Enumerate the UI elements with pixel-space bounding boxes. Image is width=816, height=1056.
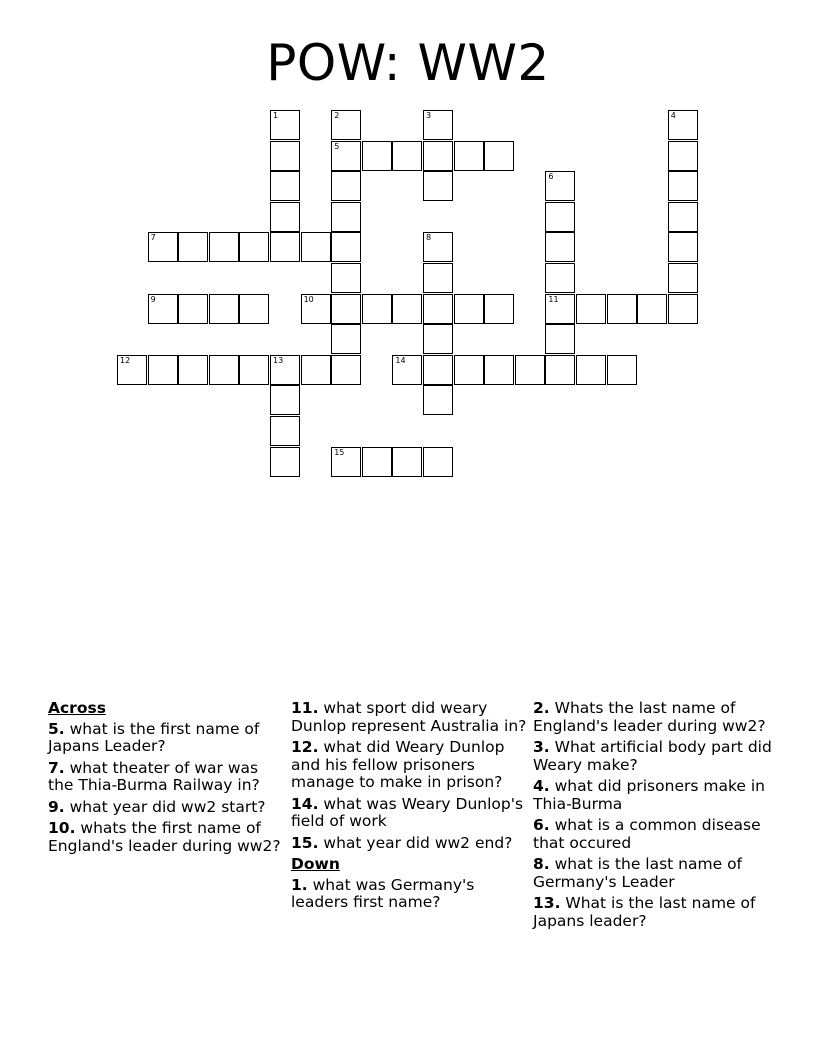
- cell-number: 4: [670, 111, 676, 120]
- grid-cell[interactable]: [423, 294, 453, 324]
- clue-down-1: 1. what was Germany's leaders first name?: [291, 875, 475, 911]
- grid-cell[interactable]: [270, 447, 300, 477]
- grid-cell[interactable]: [454, 294, 484, 324]
- grid-cell[interactable]: [148, 355, 178, 385]
- grid-cell[interactable]: [178, 294, 208, 324]
- grid-cell[interactable]: [209, 232, 239, 262]
- grid-cell[interactable]: [392, 294, 422, 324]
- grid-cell[interactable]: [515, 355, 545, 385]
- grid-cell[interactable]: [423, 385, 453, 415]
- cell-number: 14: [395, 355, 406, 365]
- grid-cell[interactable]: [423, 324, 453, 354]
- grid-cell[interactable]: [362, 141, 392, 171]
- clue-down-6: 6. what is a common disease that occured: [533, 816, 761, 852]
- grid-cell[interactable]: [545, 202, 575, 232]
- grid-cell[interactable]: [392, 141, 422, 171]
- grid-cell[interactable]: [668, 171, 698, 201]
- grid-cell[interactable]: [484, 141, 514, 171]
- cell-number: 1: [273, 111, 279, 120]
- grid-cell[interactable]: [331, 110, 361, 140]
- grid-cell[interactable]: [668, 232, 698, 262]
- grid-cell[interactable]: [576, 355, 606, 385]
- clue-down-3: 3. What artificial body part did Weary make?: [533, 738, 772, 774]
- grid-cell[interactable]: [362, 294, 392, 324]
- grid-cell[interactable]: [545, 294, 575, 324]
- grid-cell[interactable]: [545, 171, 575, 201]
- grid-cell[interactable]: [209, 355, 239, 385]
- grid-cell[interactable]: [362, 447, 392, 477]
- grid-cell[interactable]: [331, 294, 361, 324]
- grid-cell[interactable]: [423, 110, 453, 140]
- grid-cell[interactable]: [668, 141, 698, 171]
- grid-cell[interactable]: [637, 294, 667, 324]
- grid-cell[interactable]: [454, 355, 484, 385]
- clue-across-15: 15. what year did ww2 end?: [291, 833, 513, 852]
- grid-cell[interactable]: [392, 355, 422, 385]
- clue-across-14: 14. what was Weary Dunlop's field of work: [291, 794, 524, 830]
- grid-cell[interactable]: [148, 294, 178, 324]
- grid-cell[interactable]: [576, 294, 606, 324]
- grid-cell[interactable]: [301, 355, 331, 385]
- grid-cell[interactable]: [545, 232, 575, 262]
- grid-cell[interactable]: [607, 355, 637, 385]
- cell-number: 3: [426, 111, 432, 120]
- clue-across-11: 11. what sport did weary Dunlop represent Australia in?: [291, 699, 527, 735]
- grid-cell[interactable]: [331, 202, 361, 232]
- cell-number: 10: [303, 294, 314, 304]
- grid-cell[interactable]: [239, 355, 269, 385]
- grid-cell[interactable]: [331, 141, 361, 171]
- clue-column-2: [291, 700, 531, 916]
- grid-cell[interactable]: [668, 294, 698, 324]
- grid-cell[interactable]: [178, 232, 208, 262]
- grid-cell[interactable]: [668, 202, 698, 232]
- grid-cell[interactable]: [545, 263, 575, 293]
- down-header: Down: [291, 855, 340, 873]
- grid-cell[interactable]: [178, 355, 208, 385]
- cell-number: 9: [150, 294, 156, 304]
- grid-cell[interactable]: [301, 232, 331, 262]
- cell-number: 8: [426, 233, 432, 243]
- grid-cell[interactable]: [668, 263, 698, 293]
- clue-down-13: 13. What is the last name of Japans leader?: [533, 894, 756, 930]
- cell-number: 12: [120, 355, 131, 365]
- grid-cell[interactable]: [668, 110, 698, 140]
- grid-cell[interactable]: [454, 141, 484, 171]
- grid-cell[interactable]: [423, 355, 453, 385]
- clue-down-8: 8. what is the last name of Germany's Leader: [533, 855, 743, 891]
- grid-cell[interactable]: [545, 324, 575, 354]
- grid-cell[interactable]: [423, 447, 453, 477]
- grid-cell[interactable]: [270, 355, 300, 385]
- grid-cell[interactable]: [239, 232, 269, 262]
- grid-cell[interactable]: [270, 171, 300, 201]
- grid-cell[interactable]: [270, 416, 300, 446]
- grid-cell[interactable]: [392, 447, 422, 477]
- grid-cell[interactable]: [270, 232, 300, 262]
- grid-cell[interactable]: [270, 202, 300, 232]
- grid-cell[interactable]: [331, 447, 361, 477]
- grid-cell[interactable]: [270, 385, 300, 415]
- grid-cell[interactable]: [301, 294, 331, 324]
- cell-number: 7: [150, 233, 156, 243]
- clue-column-3: [533, 700, 773, 934]
- grid-cell[interactable]: [209, 294, 239, 324]
- grid-cell[interactable]: [607, 294, 637, 324]
- clue-across-12: 12. what did Weary Dunlop and his fellow prisoners manage to make in prison?: [291, 738, 505, 791]
- grid-cell[interactable]: [423, 232, 453, 262]
- clue-down-4: 4. what did prisoners make in Thia-Burma: [533, 777, 765, 813]
- cell-number: 2: [334, 111, 340, 120]
- grid-cell[interactable]: [270, 110, 300, 140]
- clue-across-9: 9. what year did ww2 start?: [48, 797, 266, 816]
- grid-cell[interactable]: [117, 355, 147, 385]
- grid-cell[interactable]: [331, 263, 361, 293]
- clue-across-5: 5. what is the first name of Japans Leader?: [48, 719, 260, 755]
- grid-cell[interactable]: [270, 141, 300, 171]
- grid-cell[interactable]: [331, 355, 361, 385]
- grid-cell[interactable]: [423, 141, 453, 171]
- cell-number: 15: [334, 447, 345, 457]
- clue-across-7: 7. what theater of war was the Thia-Burma Railway in?: [48, 758, 260, 794]
- grid-cell[interactable]: [484, 355, 514, 385]
- cell-number: 13: [273, 355, 284, 365]
- clue-down-2: 2. Whats the last name of England's leader during ww2?: [533, 699, 766, 735]
- grid-cell[interactable]: [545, 355, 575, 385]
- cell-number: 6: [548, 172, 554, 182]
- clue-column-1: [48, 700, 288, 859]
- grid-cell[interactable]: [423, 263, 453, 293]
- grid-cell[interactable]: [331, 232, 361, 262]
- grid-cell[interactable]: [484, 294, 514, 324]
- grid-cell[interactable]: [148, 232, 178, 262]
- crossword-grid: [0, 0, 816, 520]
- puzzle-title: POW: WW2: [266, 34, 550, 92]
- across-header: Across: [48, 699, 106, 717]
- clue-across-10: 10. whats the first name of England's leader during ww2?: [48, 819, 281, 855]
- cell-number: 5: [334, 141, 340, 151]
- grid-cell[interactable]: [331, 171, 361, 201]
- grid-cell[interactable]: [239, 294, 269, 324]
- grid-cell[interactable]: [423, 171, 453, 201]
- grid-cell[interactable]: [331, 324, 361, 354]
- cell-number: 11: [548, 294, 559, 304]
